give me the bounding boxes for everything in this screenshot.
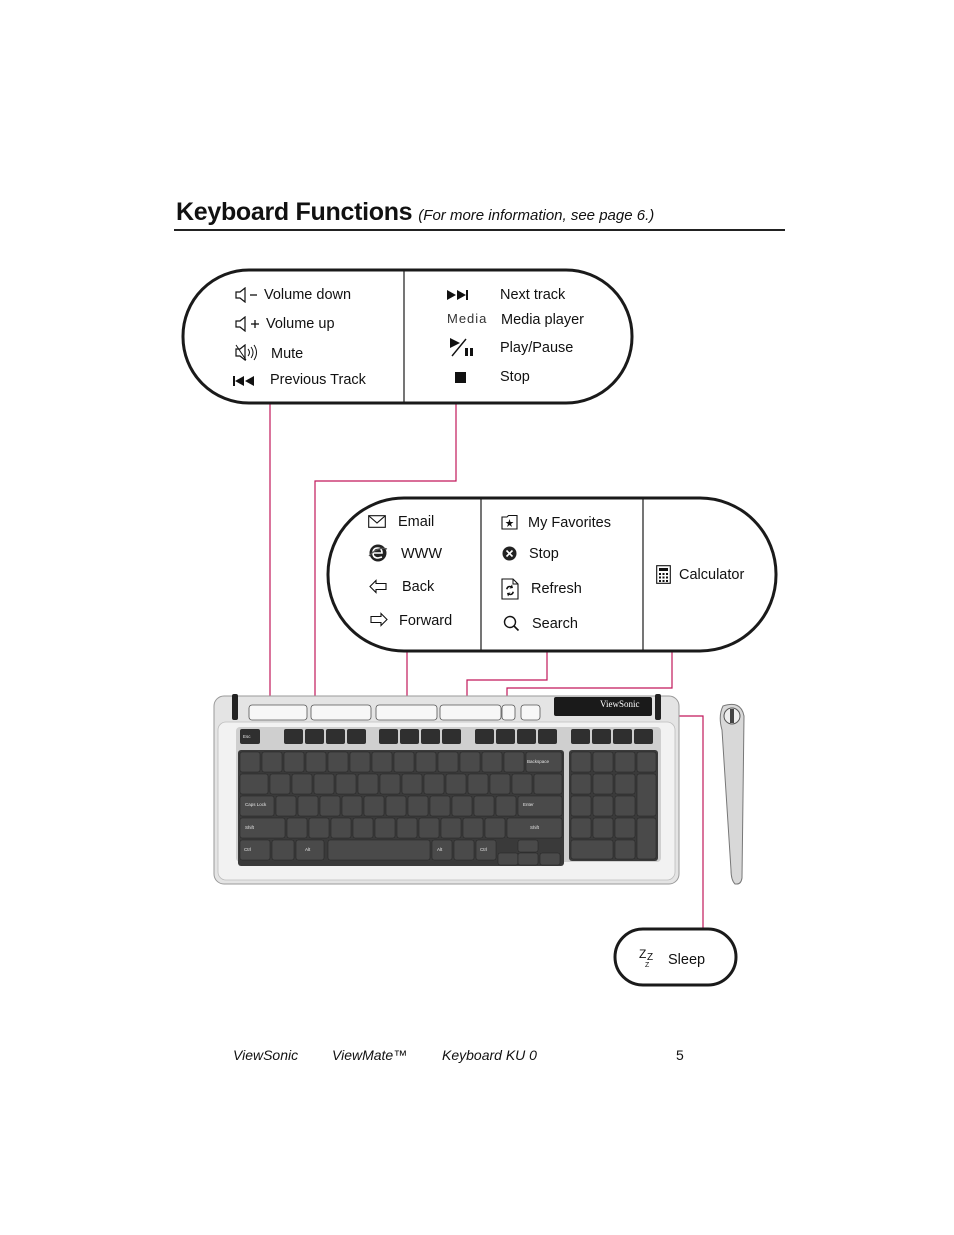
footer-product: ViewMate™	[332, 1047, 408, 1063]
sleep-zzz-icon: Z Z Z	[639, 947, 654, 969]
previous-track-label: Previous Track	[270, 372, 366, 388]
stop-circle-icon	[502, 546, 517, 561]
media-stop-label: Stop	[500, 369, 530, 385]
play-pause-icon	[449, 337, 475, 357]
mute-label: Mute	[271, 346, 304, 362]
email-label: Email	[398, 514, 435, 530]
magnifier-icon	[503, 615, 520, 632]
svg-text:Ctrl: Ctrl	[480, 847, 487, 852]
media-word-icon: Media	[447, 311, 488, 326]
media-player-label: Media player	[501, 312, 585, 328]
title-text: Keyboard Functions	[176, 198, 413, 226]
back-label: Back	[402, 579, 435, 595]
page-subtitle: (For more information, see page 6.)	[418, 207, 655, 224]
keyboard-brand-logo: ViewSonic	[600, 699, 640, 709]
calculator-icon	[656, 565, 671, 584]
svg-text:Enter: Enter	[523, 802, 534, 807]
refresh-label: Refresh	[531, 581, 582, 597]
svg-text:Ctrl: Ctrl	[244, 847, 251, 852]
stop-square-icon	[455, 372, 466, 383]
forward-label: Forward	[399, 613, 453, 629]
play-pause-label: Play/Pause	[500, 340, 574, 356]
next-track-icon	[447, 290, 469, 300]
previous-track-icon	[233, 376, 255, 386]
footer-brand: ViewSonic	[233, 1047, 299, 1063]
internet-stop-label: Stop	[529, 546, 559, 562]
forward-arrow-icon	[370, 612, 388, 627]
calculator-label: Calculator	[679, 567, 745, 583]
browser-e-icon	[368, 543, 388, 563]
envelope-icon	[368, 515, 386, 528]
mute-icon	[235, 344, 259, 361]
my-favorites-label: My Favorites	[528, 515, 611, 531]
svg-text:Esc: Esc	[243, 734, 251, 739]
svg-text:Alt: Alt	[437, 847, 443, 852]
sleep-label: Sleep	[668, 952, 706, 968]
footer-page-number: 5	[676, 1047, 684, 1063]
svg-text:Caps Lock: Caps Lock	[245, 802, 267, 807]
keyboard-stand-side-view	[720, 704, 744, 884]
svg-text:Alt: Alt	[305, 847, 311, 852]
volume-down-icon	[235, 287, 259, 303]
footer-model: Keyboard KU 0	[442, 1047, 537, 1063]
next-track-label: Next track	[500, 287, 566, 303]
keyboard-illustration	[214, 694, 679, 884]
favorites-folder-icon	[501, 514, 518, 530]
svg-text:Backspace: Backspace	[527, 759, 550, 764]
svg-text:Shift: Shift	[245, 825, 255, 830]
back-arrow-icon	[369, 579, 387, 594]
search-label: Search	[532, 616, 578, 632]
volume-up-label: Volume up	[266, 316, 335, 332]
volume-up-icon	[235, 316, 261, 332]
svg-text:Shift: Shift	[530, 825, 540, 830]
volume-down-label: Volume down	[264, 287, 352, 303]
www-label: WWW	[401, 546, 443, 562]
refresh-page-icon	[501, 578, 519, 600]
